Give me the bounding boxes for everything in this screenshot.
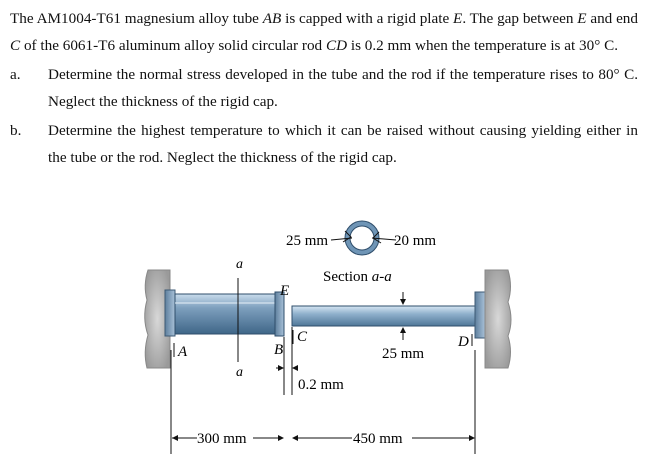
part-b-label: b. (10, 122, 22, 139)
dim-outer-diameter: 25 mm (286, 233, 329, 249)
len-tube-label: 300 mm (197, 431, 247, 447)
right-wall (485, 270, 511, 368)
rod-dim-arrow-top (400, 299, 406, 305)
gap-arrow-right (292, 365, 298, 371)
section-label: Section a-a (323, 269, 392, 285)
label-a: A (178, 344, 188, 360)
rod-cd (292, 306, 475, 326)
label-d: D (458, 334, 469, 350)
label-e: E (280, 283, 290, 299)
len-rod-label: 450 mm (353, 431, 403, 447)
cut-label-bottom: a (236, 365, 243, 380)
rod-dim-arrow-bottom (400, 327, 406, 333)
len-tube-arrow-right (278, 435, 284, 441)
len-tube-arrow-left (172, 435, 178, 441)
section-inner-circle (350, 226, 374, 250)
problem-intro: The AM1004-T61 magnesium alloy tube AB is capped with a rigid plate E. The gap between E and end C of the 6061-T6 aluminum alloy solid circular rod CD is 0.2 mm when the temperature is at 30° C. (10, 10, 638, 54)
cut-label-top: a (236, 257, 243, 272)
gap-arrow-left (278, 365, 284, 371)
part-a-label: a. (10, 66, 21, 83)
label-b: B (274, 342, 284, 358)
len-rod-arrow-left (292, 435, 298, 441)
left-flange (165, 290, 175, 336)
rod-diameter-label: 25 mm (382, 346, 425, 362)
len-rod-arrow-right (469, 435, 475, 441)
right-flange (475, 292, 485, 338)
tube-ab (175, 294, 275, 334)
gap-label: 0.2 mm (298, 377, 344, 393)
part-a-text: Determine the normal stress developed in the tube and the rod if the temperature rises to 80° C. Neglect the thickness of the rigid cap. (48, 66, 638, 110)
part-b-text: Determine the highest temperature to which it can be raised without causing yielding either in the tube or the rod. Neglect the thickness of the rigid cap. (48, 122, 638, 166)
label-c: C (297, 329, 308, 345)
dim-inner-diameter: 20 mm (394, 233, 437, 249)
